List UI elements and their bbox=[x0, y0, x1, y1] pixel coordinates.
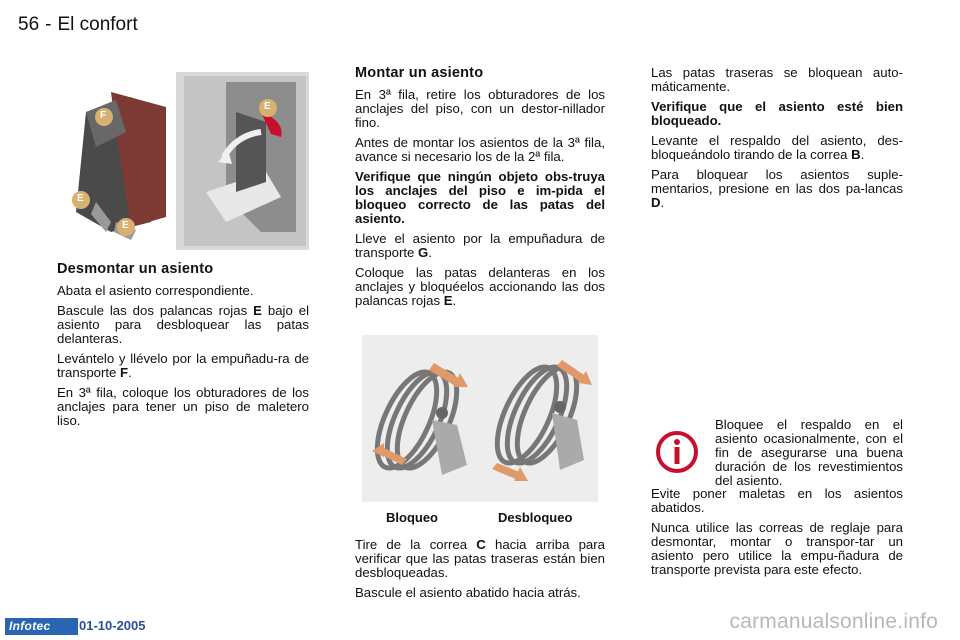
column-left bbox=[57, 262, 309, 434]
letter-e: E bbox=[253, 303, 262, 318]
info-note bbox=[651, 418, 903, 488]
seat-illustration bbox=[56, 72, 309, 250]
letter-e-mid: E bbox=[443, 293, 453, 308]
middle-paragraph-2: Antes de montar los asientos de la 3ª fila, avance si necesario los de la 2ª fila. bbox=[355, 135, 605, 164]
section-title: El confort bbox=[57, 14, 138, 35]
letter-b: B bbox=[851, 147, 861, 162]
middle-paragraph-4: Lleve el asiento por la empuñadura de transporte G. bbox=[355, 231, 605, 260]
column-middle-bottom bbox=[355, 538, 605, 606]
right-paragraph-6: Nunca utilice las correas de reglaje para desmontar, montar o transpor-tar un asiento pero utilice la empu-ñadura de transporte prevista para este efecto. bbox=[651, 520, 903, 577]
info-icon bbox=[655, 430, 699, 474]
footer-date: 01-10-2005 bbox=[79, 618, 146, 633]
callout-e-left: E bbox=[77, 193, 84, 204]
callout-e-right: E bbox=[264, 101, 271, 112]
letter-d: D bbox=[651, 195, 661, 210]
unlock-label: Desbloqueo bbox=[498, 510, 573, 525]
left-paragraph-2: Bascule las dos palancas rojas E bajo el asiento para desbloquear las patas delanteras. bbox=[57, 303, 309, 346]
middle-warning: Verifique que ningún objeto obs-truya los anclajes del piso e im-pida el bloqueo correcto de las patas del asiento. bbox=[355, 169, 605, 226]
middle-paragraph-5: Coloque las patas delanteras en los anclajes y bloquéelos accionando las dos palancas rojas E. bbox=[355, 265, 605, 308]
left-paragraph-1: Abata el asiento correspondiente. bbox=[57, 283, 254, 298]
header-separator: - bbox=[45, 14, 52, 35]
remove-seat-heading: Desmontar un asiento bbox=[57, 261, 214, 277]
leg-lock-figure bbox=[362, 335, 598, 502]
callout-e-bottom: E bbox=[122, 220, 129, 231]
middle-paragraph-6: Tire de la correa C hacia arriba para verificar que las patas traseras están bien desbloqueadas. bbox=[355, 537, 605, 580]
seat-removal-figure bbox=[56, 72, 309, 250]
middle-paragraph-7: Bascule el asiento abatido hacia atrás. bbox=[355, 585, 581, 600]
column-right-bottom bbox=[651, 487, 903, 583]
middle-paragraph-1: En 3ª fila, retire los obturadores de los anclajes del piso, con un destor-nillador fino. bbox=[355, 87, 605, 130]
info-text: Bloquee el respaldo en el asiento ocasionalmente, con el fin de asegurarse una buena duración de los revestimientos del asiento. bbox=[715, 417, 903, 488]
lock-label: Bloqueo bbox=[386, 510, 438, 525]
letter-g: G bbox=[418, 245, 429, 260]
page-number: 56 bbox=[18, 14, 40, 35]
left-paragraph-4: En 3ª fila, coloque los obturadores de los anclajes para tener un piso de maletero liso. bbox=[57, 385, 309, 428]
leg-lock-illustration bbox=[362, 335, 598, 502]
letter-f: F bbox=[120, 365, 129, 380]
right-warning: Verifique que el asiento esté bien bloqueado. bbox=[651, 99, 903, 128]
install-seat-heading: Montar un asiento bbox=[355, 65, 484, 81]
callout-f: F bbox=[100, 110, 107, 121]
watermark: carmanualsonline.info bbox=[729, 610, 938, 633]
right-paragraph-1: Las patas traseras se bloquean auto-máticamente. bbox=[651, 65, 903, 94]
right-paragraph-4: Para bloquear los asientos suple-mentarios, presione en las dos pa-lancas D. bbox=[651, 167, 903, 210]
column-right bbox=[651, 66, 903, 216]
page-header bbox=[18, 14, 144, 36]
left-paragraph-3: Levántelo y llévelo por la empuñadu-ra de transporte F. bbox=[57, 351, 309, 380]
right-paragraph-5: Evite poner maletas en los asientos abatidos. bbox=[651, 486, 903, 515]
column-middle bbox=[355, 66, 605, 314]
right-paragraph-3: Levante el respaldo del asiento, des-bloqueándolo tirando de la correa B. bbox=[651, 133, 903, 162]
infotec-logo: Infotec bbox=[5, 618, 78, 635]
letter-c: C bbox=[476, 537, 486, 552]
